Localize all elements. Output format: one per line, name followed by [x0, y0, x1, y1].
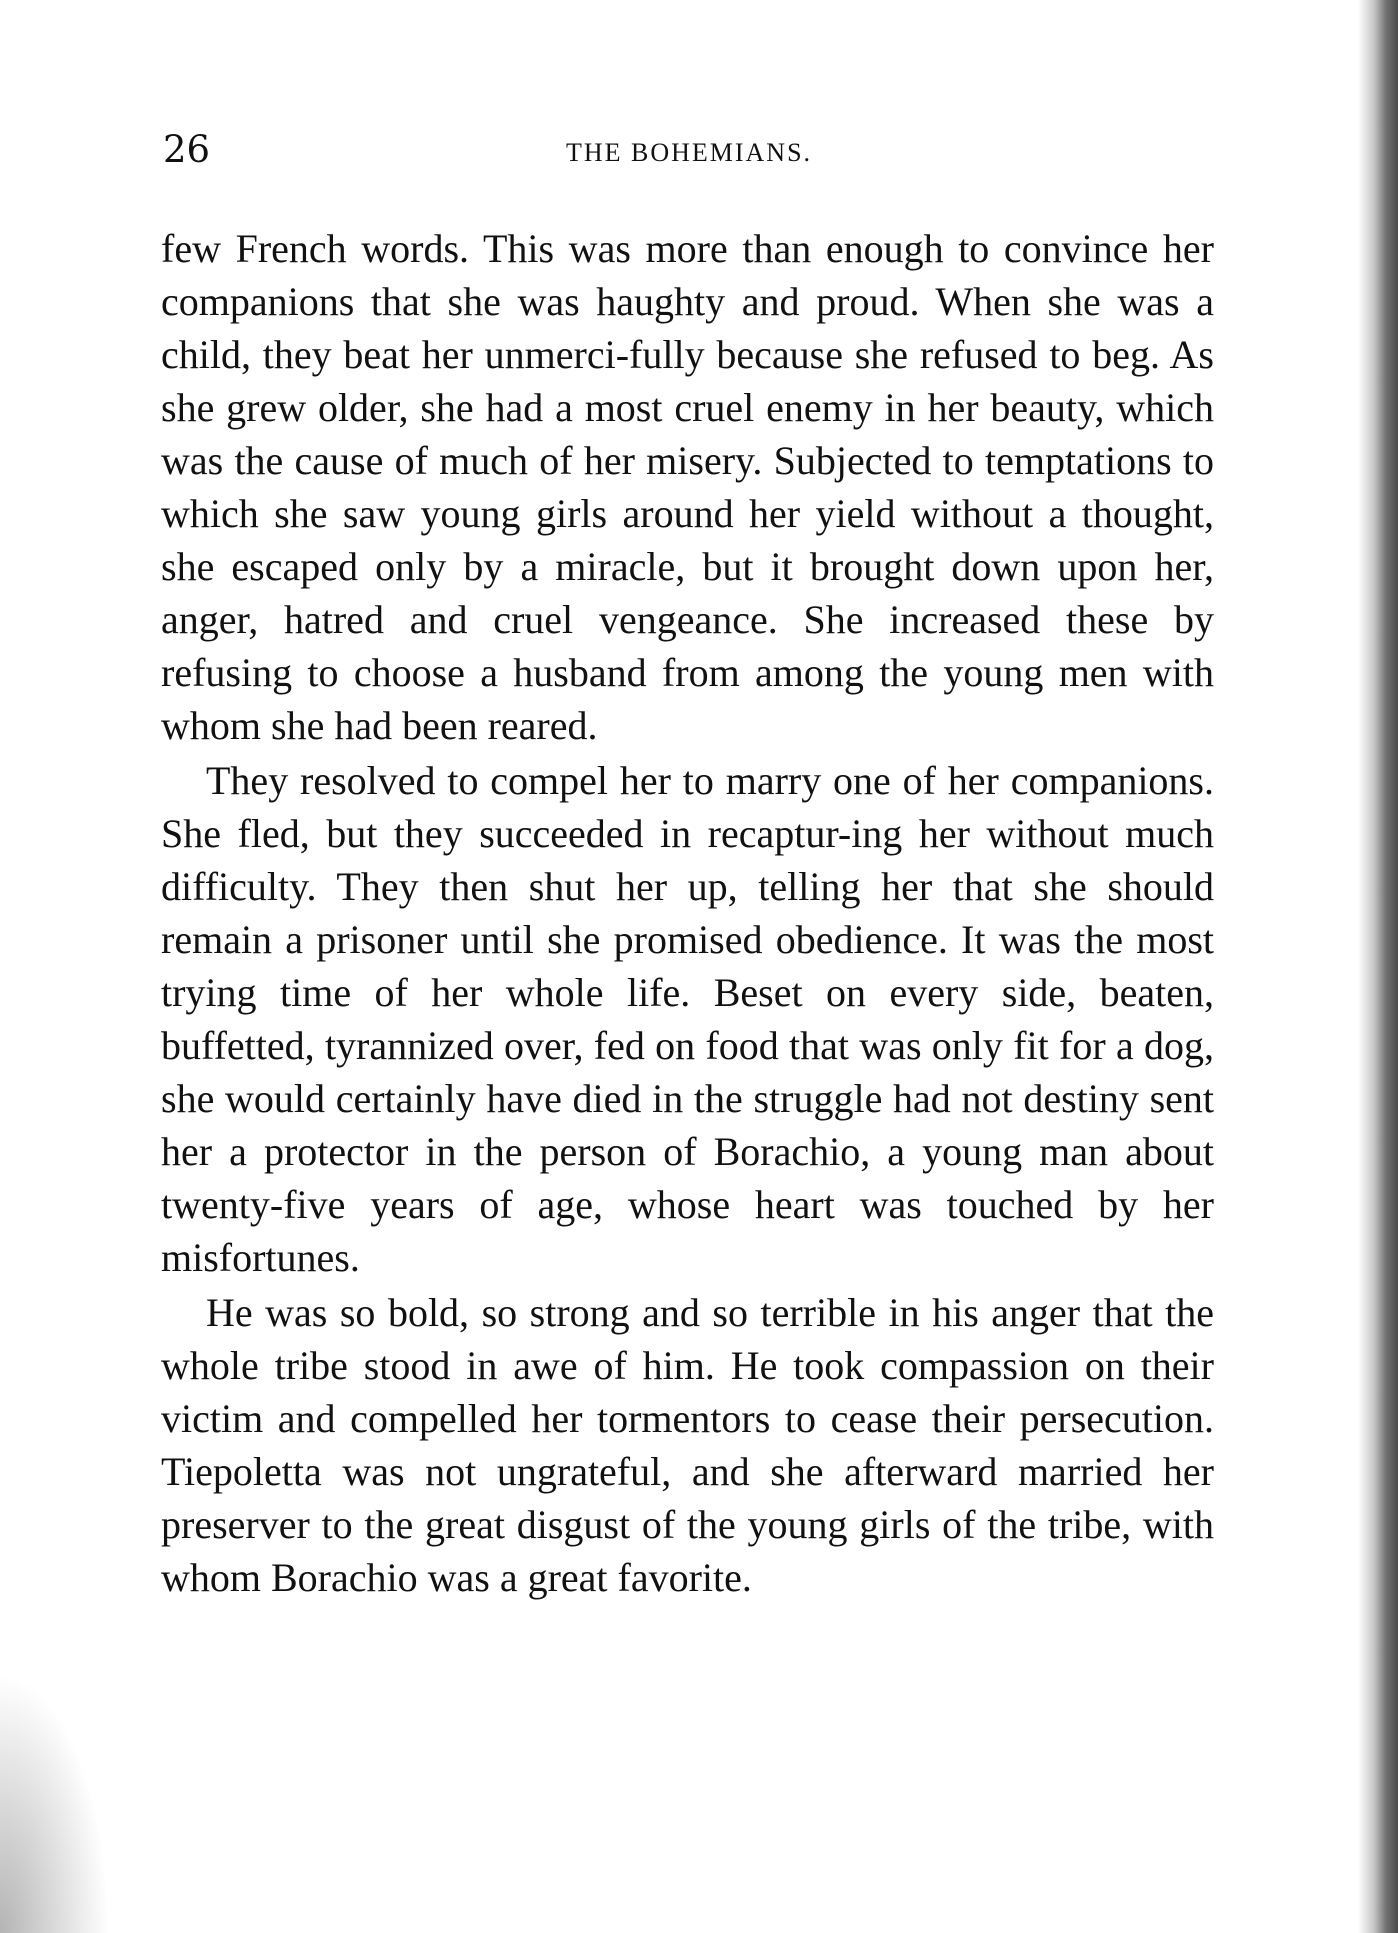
page-edge-shadow: [1358, 0, 1398, 1933]
running-head: THE BOHEMIANS.: [565, 138, 813, 167]
paragraph-3: He was so bold, so strong and so terrible in his anger that the whole tribe stood in awe of him. He took compassion on their victim and compelled her tormentors to cease their persecution. Tiepoletta was not ungrateful, and she afterward married her preserver to the great disgust of the young girls of the tribe, with whom Borachio was a great favorite.: [161, 1290, 1214, 1600]
body-text: [161, 222, 1214, 1604]
paragraph-2: They resolved to compel her to marry one of her companions. She fled, but they succeeded in recaptur-ing her without much difficulty. They then shut her up, telling her that she should remain a prisoner until she promised obedience. It was the most trying time of her whole life. Beset on every side, beaten, buffetted, tyrannized over, fed on food that was only fit for a dog, she would certainly have died in the struggle had not destiny sent her a protector in the person of Borachio, a young man about twenty-five years of age, whose heart was touched by her misfortunes.: [161, 758, 1214, 1280]
page-number: 26: [163, 128, 211, 171]
page-header: [163, 128, 1215, 178]
scan-smudge: [0, 1673, 110, 1933]
paragraph-1: few French words. This was more than enough to convince her companions that she was haughty and proud. When she was a child, they beat her unmerci-fully because she refused to beg. As she grew older, she had a most cruel enemy in her beauty, which was the cause of much of her misery. Subjected to temptations to which she saw young girls around her yield without a thought, she escaped only by a miracle, but it brought down upon her, anger, hatred and cruel vengeance. She increased these by refusing to choose a husband from among the young men with whom she had been reared.: [161, 226, 1214, 748]
